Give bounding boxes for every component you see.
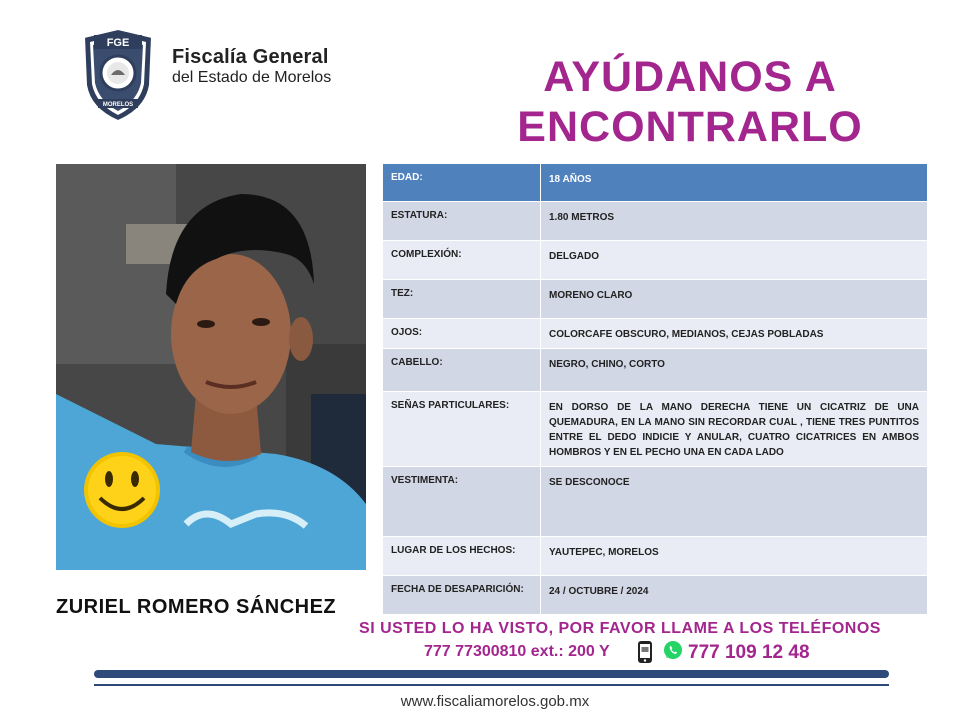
detail-row-location xyxy=(383,537,928,576)
website-link[interactable]: www.fiscaliamorelos.gob.mx xyxy=(400,693,590,710)
detail-label: VESTIMENTA: xyxy=(383,467,541,537)
call-to-action: SI USTED LO HA VISTO, POR FAVOR LLAME A LOS TELÉFONOS xyxy=(359,620,881,637)
detail-label: ESTATURA: xyxy=(383,202,541,241)
whatsapp-icon xyxy=(663,640,683,660)
detail-value: EN DORSO DE LA MANO DERECHA TIENE UN CICATRIZ DE UNA QUEMADURA, EN LA MANO SIN RECORDAR CUAL , TIENE TRES PUNTITOS ENTRE EL DEDO INDICIE Y ANULAR, CUATRO CICATRICES EN AMBOS HOMBROS Y EN EL PECHO UNA EN CADA LADO xyxy=(541,392,928,467)
detail-label: SEÑAS PARTICULARES: xyxy=(383,392,541,467)
detail-value: DELGADO xyxy=(541,241,928,280)
detail-value: 18 AÑOS xyxy=(541,164,928,202)
headline-line-1: AYÚDANOS A xyxy=(543,53,837,101)
detail-value: 24 / OCTUBRE / 2024 xyxy=(541,576,928,615)
detail-value: SE DESCONOCE xyxy=(541,467,928,537)
logo-bottom-text: MORELOS xyxy=(102,102,134,108)
detail-row-eyes xyxy=(383,319,928,349)
detail-label: OJOS: xyxy=(383,319,541,349)
detail-value: NEGRO, CHINO, CORTO xyxy=(541,349,928,392)
detail-label: COMPLEXIÓN: xyxy=(383,241,541,280)
detail-row-height xyxy=(383,202,928,241)
headline xyxy=(480,52,900,152)
headline-line-2: ENCONTRARLO xyxy=(517,103,863,151)
detail-value: COLORCAFE OBSCURO, MEDIANOS, CEJAS POBLADAS xyxy=(541,319,928,349)
whatsapp-number[interactable]: 777 109 12 48 xyxy=(688,642,810,663)
detail-label: LUGAR DE LOS HECHOS: xyxy=(383,537,541,576)
detail-label: FECHA DE DESAPARICIÓN: xyxy=(383,576,541,615)
footer-divider-thick xyxy=(94,670,889,678)
detail-value: 1.80 METROS xyxy=(541,202,928,241)
mobile-phone-icon xyxy=(637,640,653,664)
missing-person-photo xyxy=(56,164,366,570)
detail-row-hair xyxy=(383,349,928,392)
logo-text: FGE xyxy=(106,37,130,49)
detail-label: CABELLO: xyxy=(383,349,541,392)
detail-row-clothing xyxy=(383,467,928,537)
detail-row-age xyxy=(383,164,928,202)
footer-divider-thin xyxy=(94,684,889,686)
fge-shield-badge-icon xyxy=(80,27,156,123)
detail-row-build xyxy=(383,241,928,280)
person-details-table xyxy=(382,163,928,615)
detail-row-complexion xyxy=(383,280,928,319)
detail-value: YAUTEPEC, MORELOS xyxy=(541,537,928,576)
detail-label: TEZ: xyxy=(383,280,541,319)
person-name: ZURIEL ROMERO SÁNCHEZ xyxy=(56,596,337,618)
org-name: Fiscalía General xyxy=(172,46,329,68)
person-photo-image xyxy=(56,164,366,570)
detail-label: EDAD: xyxy=(383,164,541,202)
org-subtitle: del Estado de Morelos xyxy=(172,69,332,86)
fge-logo-badge xyxy=(80,27,156,123)
detail-row-marks xyxy=(383,392,928,467)
detail-value: MORENO CLARO xyxy=(541,280,928,319)
detail-row-date xyxy=(383,576,928,615)
phone-number-primary[interactable]: 777 77300810 ext.: 200 Y xyxy=(424,643,610,660)
